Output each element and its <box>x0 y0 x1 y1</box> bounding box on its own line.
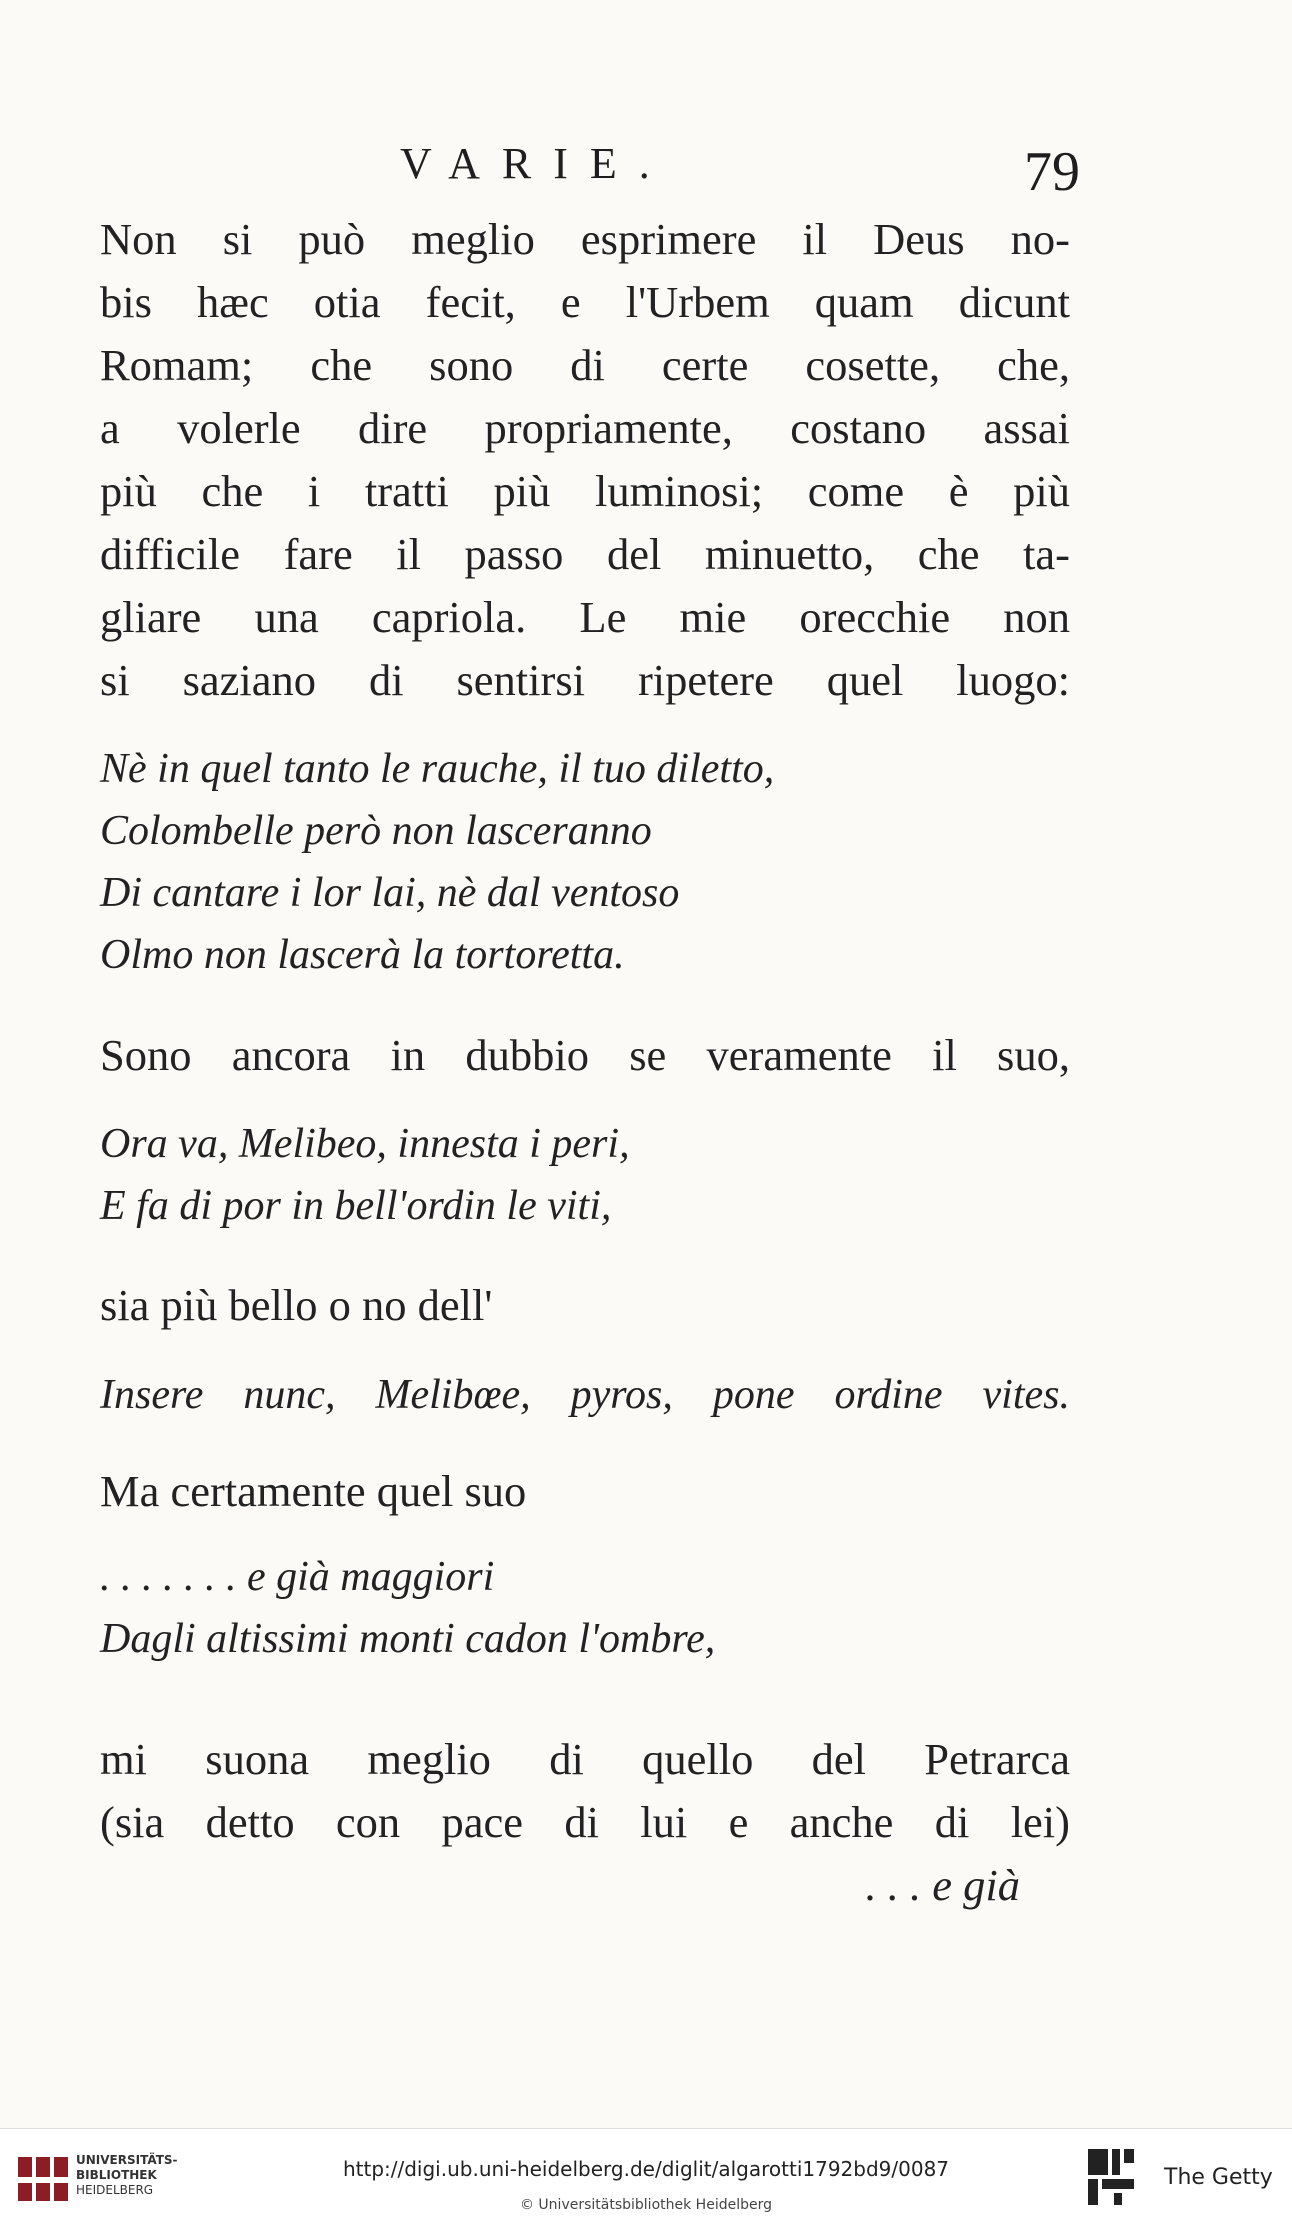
text-line: mi suona meglio di quello del Petrarca <box>100 1734 1070 1784</box>
text-line: difficile fare il passo del minuetto, che ta- <box>100 529 1070 579</box>
page-header <box>100 138 1080 208</box>
verse-quote-2 <box>100 1113 1070 1237</box>
library-name-line: HEIDELBERG <box>76 2183 154 2197</box>
page-number: 79 <box>1024 141 1080 203</box>
text-line: si saziano di sentirsi ripetere quel luogo: <box>100 655 1070 705</box>
library-name-line: UNIVERSITÄTS- <box>76 2153 178 2167</box>
verse-line: E fa di por in bell'ordin le viti, <box>100 1183 612 1229</box>
text-line: bis hæc otia fecit, e l'Urbem quam dicunt <box>100 277 1070 327</box>
text-line: gliare una capriola. Le mie orecchie non <box>100 592 1070 642</box>
verse-line: Di cantare i lor lai, nè dal ventoso <box>100 870 680 916</box>
text-line: Romam; che sono di certe cosette, che, <box>100 340 1070 390</box>
paragraph-5 <box>100 1728 1070 1917</box>
verse-line: Olmo non lascerà la tortoretta. <box>100 932 625 978</box>
verse-line: Colombelle però non lasceranno <box>100 808 652 854</box>
paragraph-2 <box>100 1024 1070 1087</box>
paragraph-4 <box>100 1460 1070 1523</box>
text-line: a volerle dire propriamente, costano assai <box>100 403 1070 453</box>
verse-line: . . . . . . . e già maggiori <box>100 1554 495 1600</box>
verse-quote-3 <box>100 1546 1070 1670</box>
latin-quote <box>100 1364 1070 1426</box>
text-line: (sia detto con pace di lui e anche di lei) <box>100 1797 1070 1847</box>
verse-quote-1 <box>100 738 1070 986</box>
copyright-notice: © Universitätsbibliothek Heidelberg <box>519 2197 772 2213</box>
verse-line: Ora va, Melibeo, innesta i peri, <box>100 1121 630 1167</box>
viewer-footer <box>0 2128 1292 2227</box>
paragraph-1 <box>100 208 1070 712</box>
text-line: più che i tratti più luminosi; come è più <box>100 466 1070 516</box>
text-line: Sono ancora in dubbio se veramente il suo, <box>100 1030 1070 1080</box>
text-line: Ma certamente quel suo <box>100 1466 527 1516</box>
paragraph-3 <box>100 1274 1070 1337</box>
getty-logo-icon <box>1086 2147 1136 2209</box>
catchword-line: . . . e già <box>865 1860 1020 1910</box>
text-line: sia più bello o no dell' <box>100 1280 493 1330</box>
running-head: VARIE. <box>400 139 672 188</box>
permalink-url[interactable]: http://digi.ub.uni-heidelberg.de/diglit/algarotti1792bd9/0087 <box>342 2157 950 2181</box>
partner-name: The Getty <box>1164 2165 1273 2190</box>
verse-line: Nè in quel tanto le rauche, il tuo diletto, <box>100 746 775 792</box>
verse-line: Dagli altissimi monti cadon l'ombre, <box>100 1616 716 1662</box>
verse-line: Insere nunc, Melibœe, pyros, pone ordine vites. <box>100 1372 1070 1418</box>
library-name-line: BIBLIOTHEK <box>76 2168 157 2182</box>
text-line: Non si può meglio esprimere il Deus no- <box>100 214 1070 264</box>
